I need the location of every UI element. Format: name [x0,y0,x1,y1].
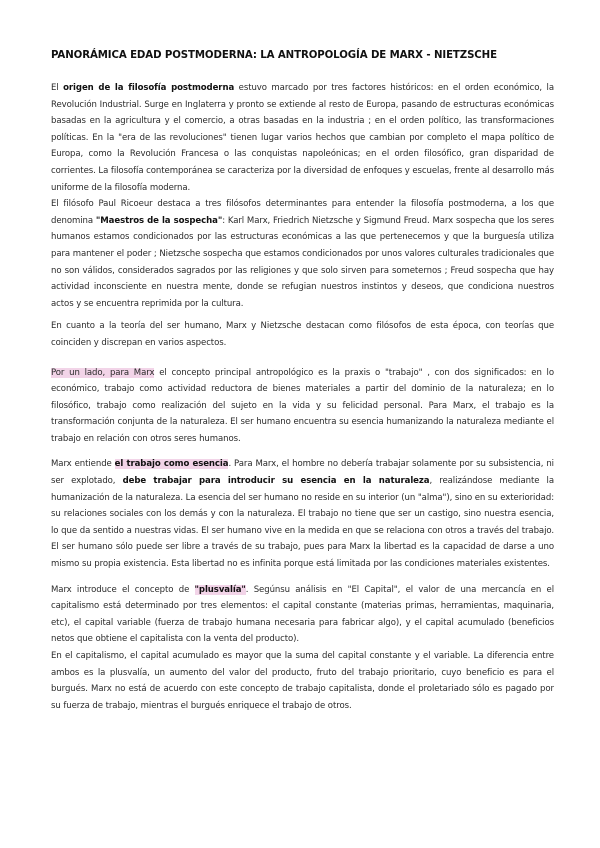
text-run: . Para Marx, el hombre no debería trabajar solamente por su subsistencia, ni ser explotado, [51,459,554,487]
bold-term-origen: origen de la filosofía postmoderna [63,83,235,93]
text-run: estuvo marcado por tres factores históricos: en el orden económico, la Revolución Industrial. Surge en Inglaterra y pronto se extiende al resto de Europa, pasando de estructuras económicas basadas en la agricultura y el comercio, a otras basadas en la industria ; en el orden político, las transformaciones políticas. En la "era de las revoluciones" tienen lugar varios hechos que cambian por completo el mapa político de Europa, como la Revolución Francesa o las conquistas napoleónicas; en el orden filosófico, gran disparidad de corrientes. La filosofía contemporánea se caracteriza por la diversidad de enfoques y escuelas, frente al desarrollo más uniforme de la filosofía moderna. [51,83,554,193]
document-title: PANORÁMICA EDAD POSTMODERNA: LA ANTROPOLOGÍA DE MARX - NIETZSCHE [51,50,497,61]
paragraph-plusvalia [51,582,554,648]
highlight-por-un-lado: Por un lado, para Marx [51,367,155,378]
paragraph-teoria: En cuanto a la teoría del ser humano, Marx y Nietzsche destacan como filósofos de esta época, con teorías que coinciden y discrepan en varios aspectos. [51,321,554,348]
paragraph-origen [51,80,554,196]
text-run: , realizándose mediante la humanización de la naturaleza. La esencia del ser humano no reside en su interior (un "alma"), sino en su exterioridad: su relaciones sociales con los demás y con la naturaleza. El trabajo no tiene que ser un castigo, sino nuestra esencia, lo que da sentido a nuestras vidas. El ser humano vive en la medida en que se relaciona con otros a través del trabajo. El ser humano sólo puede ser libre a través de su trabajo, pues para Marx la libertad es la capacidad de darse a uno mismo su propia existencia. Esta libertad no es infinita porque está limitada por las condiciones materiales existentes. [51,476,554,570]
paragraph-ricoeur [51,196,554,312]
paragraph-capitalismo: En el capitalismo, el capital acumulado es mayor que la suma del capital constante y el variable. La diferencia entre ambos es la plusvalía, un aumento del valor del producto, fruto del trabajo prioritario, cuyo beneficio es para el burgués. Marx no está de acuerdo con este concepto de trabajo capitalista, donde el proletariado sólo es pagado por su fuerza de trabajo, mientras el burgués enriquece el trabajo de otros. [51,651,554,711]
bold-term-maestros: "Maestros de la sospecha" [95,215,223,226]
text-run: El [51,83,64,93]
text-run: Marx introduce el concepto de [51,584,195,595]
paragraph-trabajo-esencia [51,456,554,572]
text-run: el concepto principal antropológico es la praxis o "trabajo" , con dos significados: en lo económico, trabajo como actividad reductora de bienes materiales a partir del dominio de la naturaleza; en lo filosófico, trabajo como realización del sujeto en la vida y su felicidad personal. Para Marx, el trabajo es la transformación conjunta de la naturaleza. El ser humano encuentra su esencia humanizando la naturaleza mediante el trabajo en relación con otros seres humanos. [51,367,554,444]
text-run: : Karl Marx, Friedrich Nietzsche y Sigmund Freud. Marx sospecha que los seres humanos estamos condicionados por las estructuras económicas a las que pertenecemos y que la burguesía utiliza para mantener el poder ; Nietzsche sospecha que estamos condicionados por unos valores culturales tradicionales que no son válidos, considerados sagrados por las religiones y que solo sirven para someternos ; Freud sospecha que hay actividad inconsciente en nuestra mente, donde se refugian nuestros instintos y deseos, que condiciona nuestros actos y se encuentra reprimida por la cultura. [51,215,554,309]
bold-term-introducir: debe trabajar para introducir su esencia en la naturaleza [122,476,430,487]
text-run: El filósofo Paul Ricoeur destaca a tres filósofos determinantes para entender la filosofía postmoderna, a los que denomina [51,199,554,226]
text-run: . Segúnsu análisis en "El Capital", el valor de una mercancía en el capitalismo está determinado por tres elementos: el capital constante (materias primas, herramientas, maquinaria, etc), el capital variable (fuerza de trabajo humana necesaria para fabricar algo), y el capital acumulado (beneficios netos que obtiene el capitalista con la venta del producto). [51,584,555,645]
paragraph-praxis [51,365,554,448]
highlight-plusvalia: "plusvalía" [194,584,246,595]
highlight-trabajo-esencia: el trabajo como esencia [114,459,229,470]
text-run: Marx entiende [51,459,115,470]
document-page [51,50,554,714]
